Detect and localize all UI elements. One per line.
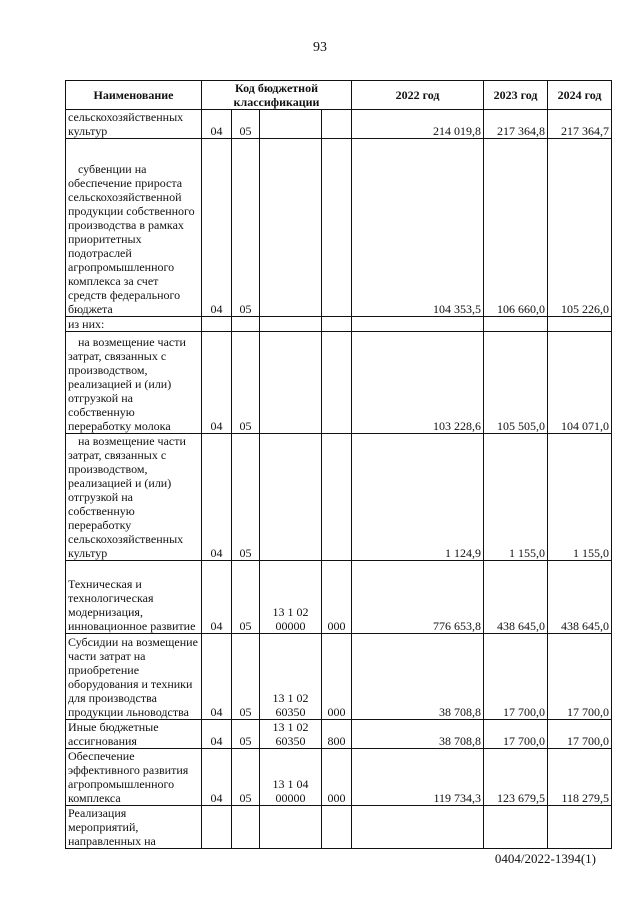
row-name-cell: Обеспечение эффективного развития агропромышленного комплекса — [66, 749, 202, 806]
value-2023-cell: 217 364,8 — [484, 110, 548, 139]
code-section-cell: 04 — [202, 749, 232, 806]
value-2024-cell — [548, 317, 612, 332]
code-type-cell: 800 — [322, 720, 352, 749]
code-type-cell: 000 — [322, 634, 352, 720]
table-row — [66, 634, 612, 720]
code-section-cell: 04 — [202, 720, 232, 749]
value-2022-cell: 214 019,8 — [352, 110, 484, 139]
value-2023-cell: 105 505,0 — [484, 332, 548, 434]
value-2023-cell: 17 700,0 — [484, 720, 548, 749]
code-type-cell — [322, 139, 352, 317]
code-section-cell — [202, 806, 232, 849]
value-2022-cell: 38 708,8 — [352, 634, 484, 720]
row-name-cell: на возмещение части затрат, связанных с производством, реализацией и (или) отгрузкой на собственную переработку сельскохозяйственных культур — [66, 434, 202, 561]
page-number: 93 — [313, 40, 327, 55]
row-name-cell: из них: — [66, 317, 202, 332]
code-type-cell: 000 — [322, 749, 352, 806]
code-target-cell: 13 1 02 60350 — [260, 720, 322, 749]
value-2022-cell: 103 228,6 — [352, 332, 484, 434]
table-row — [66, 561, 612, 634]
value-2024-cell: 17 700,0 — [548, 634, 612, 720]
value-2024-cell: 118 279,5 — [548, 749, 612, 806]
value-2023-cell: 1 155,0 — [484, 434, 548, 561]
code-subsection-cell: 05 — [232, 720, 260, 749]
value-2023-cell — [484, 317, 548, 332]
row-name-cell: Техническая и технологическая модернизация, инновационное развитие — [66, 561, 202, 634]
table-header-row — [66, 81, 612, 110]
value-2024-cell: 217 364,7 — [548, 110, 612, 139]
row-name-cell: Иные бюджетные ассигнования — [66, 720, 202, 749]
value-2024-cell: 104 071,0 — [548, 332, 612, 434]
header-2022: 2022 год — [352, 81, 484, 110]
value-2022-cell — [352, 317, 484, 332]
code-target-cell — [260, 317, 322, 332]
code-section-cell: 04 — [202, 434, 232, 561]
header-2023: 2023 год — [484, 81, 548, 110]
value-2022-cell: 1 124,9 — [352, 434, 484, 561]
row-name-cell: Субсидии на возмещение части затрат на приобретение оборудования и техники для производства продукции льноводства — [66, 634, 202, 720]
code-type-cell — [322, 332, 352, 434]
code-target-cell — [260, 332, 322, 434]
table-row — [66, 139, 612, 317]
table-row — [66, 806, 612, 849]
value-2023-cell: 438 645,0 — [484, 561, 548, 634]
row-name-cell: Реализация мероприятий, направленных на — [66, 806, 202, 849]
value-2023-cell: 17 700,0 — [484, 634, 548, 720]
value-2024-cell: 105 226,0 — [548, 139, 612, 317]
value-2022-cell: 119 734,3 — [352, 749, 484, 806]
code-target-cell: 13 1 02 60350 — [260, 634, 322, 720]
value-2023-cell: 106 660,0 — [484, 139, 548, 317]
code-subsection-cell: 05 — [232, 561, 260, 634]
value-2023-cell — [484, 806, 548, 849]
table-row — [66, 749, 612, 806]
code-section-cell: 04 — [202, 634, 232, 720]
code-section-cell: 04 — [202, 561, 232, 634]
header-2024: 2024 год — [548, 81, 612, 110]
code-section-cell — [202, 317, 232, 332]
value-2024-cell: 17 700,0 — [548, 720, 612, 749]
value-2022-cell — [352, 806, 484, 849]
table-row — [66, 434, 612, 561]
document-code: 0404/2022-1394(1) — [494, 851, 596, 866]
table-row — [66, 317, 612, 332]
code-type-cell — [322, 317, 352, 332]
code-subsection-cell: 05 — [232, 110, 260, 139]
code-section-cell: 04 — [202, 139, 232, 317]
budget-table — [65, 80, 612, 849]
row-name-cell: на возмещение части затрат, связанных с производством, реализацией и (или) отгрузкой на собственную переработку молока — [66, 332, 202, 434]
code-subsection-cell — [232, 806, 260, 849]
code-target-cell — [260, 806, 322, 849]
code-subsection-cell: 05 — [232, 634, 260, 720]
table-row — [66, 332, 612, 434]
value-2024-cell: 438 645,0 — [548, 561, 612, 634]
code-target-cell — [260, 110, 322, 139]
code-section-cell: 04 — [202, 110, 232, 139]
code-target-cell — [260, 139, 322, 317]
code-target-cell: 13 1 02 00000 — [260, 561, 322, 634]
value-2024-cell: 1 155,0 — [548, 434, 612, 561]
code-section-cell: 04 — [202, 332, 232, 434]
code-type-cell — [322, 110, 352, 139]
value-2022-cell: 104 353,5 — [352, 139, 484, 317]
code-subsection-cell — [232, 317, 260, 332]
code-type-cell — [322, 434, 352, 561]
code-subsection-cell: 05 — [232, 139, 260, 317]
table-row — [66, 110, 612, 139]
value-2024-cell — [548, 806, 612, 849]
code-subsection-cell: 05 — [232, 434, 260, 561]
code-target-cell — [260, 434, 322, 561]
code-target-cell: 13 1 04 00000 — [260, 749, 322, 806]
header-name: Наименование — [66, 81, 202, 110]
row-name-cell: субвенции на обеспечение прироста сельскохозяйственной продукции собственного производства в рамках приоритетных подотраслей агропромышленного комплекса за счет средств федерального бюджета — [66, 139, 202, 317]
table-row — [66, 720, 612, 749]
code-type-cell — [322, 806, 352, 849]
code-type-cell: 000 — [322, 561, 352, 634]
value-2022-cell: 776 653,8 — [352, 561, 484, 634]
code-subsection-cell: 05 — [232, 749, 260, 806]
header-budget-code: Код бюджетной классификации — [202, 81, 352, 110]
value-2022-cell: 38 708,8 — [352, 720, 484, 749]
row-name-cell: сельскохозяйственных культур — [66, 110, 202, 139]
value-2023-cell: 123 679,5 — [484, 749, 548, 806]
code-subsection-cell: 05 — [232, 332, 260, 434]
